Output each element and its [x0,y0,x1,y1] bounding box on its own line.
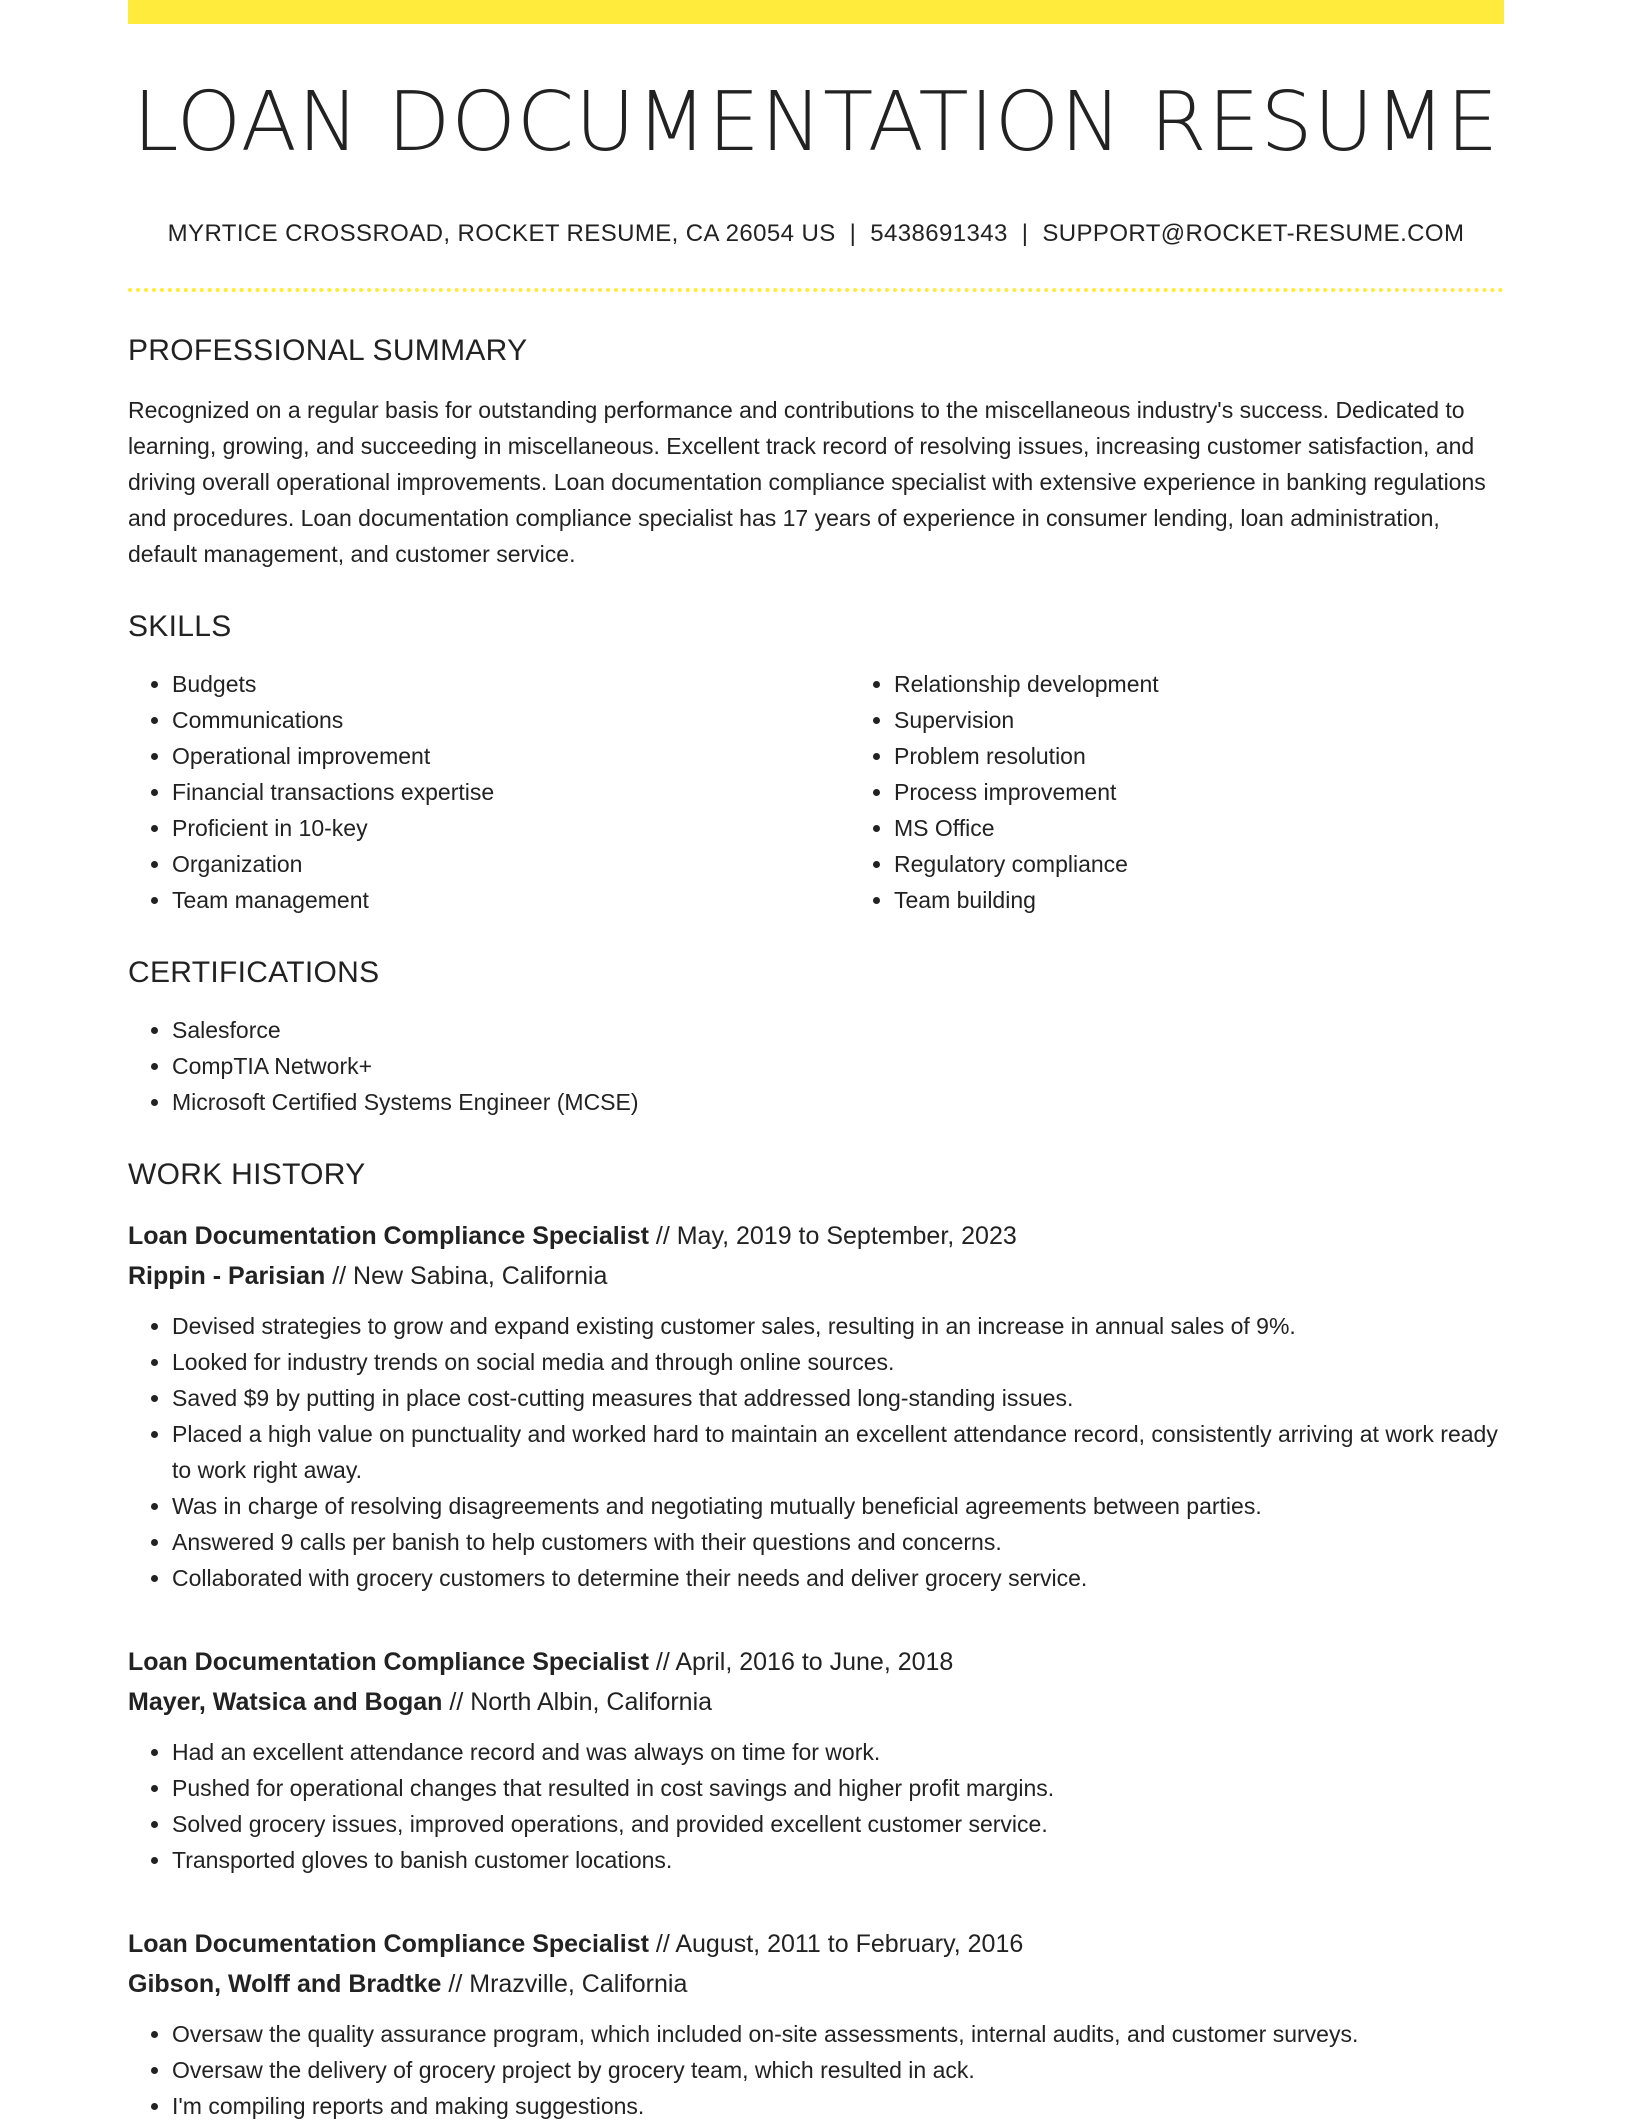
certifications-list [128,1012,1504,1120]
job-entry [128,1216,1504,1596]
skill-item: • Financial transactions expertise [172,774,850,810]
skill-item: • MS Office [894,810,1572,846]
resume-page [128,0,1504,2124]
certification-item: • CompTIA Network+ [172,1048,1504,1084]
contact-address: MYRTICE CROSSROAD, ROCKET RESUME, CA 26054 US [167,220,836,247]
contact-phone: 5438691343 [870,220,1008,247]
job-role: Loan Documentation Compliance Specialist [128,1222,649,1250]
summary-heading: PROFESSIONAL SUMMARY [128,334,528,367]
job-dates: // May, 2019 to September, 2023 [655,1222,1017,1250]
contact-email: SUPPORT@ROCKET-RESUME.COM [1042,220,1465,247]
job-role: Loan Documentation Compliance Specialist [128,1930,649,1958]
skill-item: • Supervision [894,702,1572,738]
certification-item: • Microsoft Certified Systems Engineer (MCSE) [172,1084,1504,1120]
job-bullet: • Oversaw the delivery of grocery project by grocery team, which resulted in ack. [172,2052,1504,2088]
skills-list-right [850,666,1572,918]
contact-line [128,220,1504,248]
job-bullet: • Pushed for operational changes that resulted in cost savings and higher profit margins. [172,1770,1504,1806]
job-role: Loan Documentation Compliance Specialist [128,1648,649,1676]
job-role-line [128,1924,1504,1964]
skill-item: • Regulatory compliance [894,846,1572,882]
job-bullet: • Devised strategies to grow and expand existing customer sales, resulting in an increase in annual sales of 9%. [172,1308,1504,1344]
job-bullet: • Solved grocery issues, improved operations, and provided excellent customer service. [172,1806,1504,1842]
job-bullets [128,2016,1504,2124]
job-entry [128,1642,1504,1878]
dotted-divider [128,288,1504,292]
job-location: // New Sabina, California [332,1262,608,1290]
job-bullet: • I'm compiling reports and making suggestions. [172,2088,1504,2124]
accent-bar [128,0,1504,24]
skills-list-left [128,666,850,918]
contact-separator: | [849,220,857,247]
skill-item: • Team management [172,882,850,918]
job-company-line [128,1256,1504,1296]
skills-heading: SKILLS [128,610,232,643]
job-bullets [128,1734,1504,1878]
job-bullet: • Had an excellent attendance record and was always on time for work. [172,1734,1504,1770]
certification-item: • Salesforce [172,1012,1504,1048]
skill-item: • Relationship development [894,666,1572,702]
job-role-line [128,1642,1504,1682]
skill-item: • Communications [172,702,850,738]
skill-item: • Problem resolution [894,738,1572,774]
certifications-heading: CERTIFICATIONS [128,956,380,989]
skill-item: • Organization [172,846,850,882]
skill-item: • Operational improvement [172,738,850,774]
job-company-line [128,1682,1504,1722]
job-company: Gibson, Wolff and Bradtke [128,1970,442,1998]
job-company: Rippin - Parisian [128,1262,326,1290]
work-history-heading: WORK HISTORY [128,1158,366,1191]
job-bullet: • Saved $9 by putting in place cost-cutting measures that addressed long-standing issues. [172,1380,1504,1416]
job-bullet: • Looked for industry trends on social media and through online sources. [172,1344,1504,1380]
job-location: // North Albin, California [449,1688,713,1716]
job-company: Mayer, Watsica and Bogan [128,1688,443,1716]
job-entry [128,1924,1504,2124]
job-bullet: • Placed a high value on punctuality and worked hard to maintain an excellent attendance record, consistently arriving at work ready to work right away. [172,1416,1504,1488]
job-bullet: • Was in charge of resolving disagreements and negotiating mutually beneficial agreements between parties. [172,1488,1504,1524]
resume-title: LOAN DOCUMENTATION RESUME [132,82,1500,164]
skill-item: • Team building [894,882,1572,918]
skill-item: • Proficient in 10-key [172,810,850,846]
job-dates: // April, 2016 to June, 2018 [655,1648,954,1676]
contact-separator: | [1021,220,1029,247]
job-role-line [128,1216,1504,1256]
job-location: // Mrazville, California [448,1970,688,1998]
job-bullet: • Answered 9 calls per banish to help customers with their questions and concerns. [172,1524,1504,1560]
summary-text: Recognized on a regular basis for outstanding performance and contributions to the miscellaneous industry's success. Dedicated to learning, growing, and succeeding in miscellaneous. Excellent track record of resolving issues, increasing customer satisfaction, and driving overall operational improvements. Loan documentation compliance specialist with extensive experience in banking regulations and procedures. Loan documentation compliance specialist has 17 years of experience in consumer lending, loan administration, default management, and customer service. [128,397,1486,567]
job-bullet: • Oversaw the quality assurance program, which included on-site assessments, internal audits, and customer surveys. [172,2016,1504,2052]
skills-columns [128,666,1504,918]
job-bullet: • Transported gloves to banish customer locations. [172,1842,1504,1878]
job-bullet: • Collaborated with grocery customers to determine their needs and deliver grocery service. [172,1560,1504,1596]
job-dates: // August, 2011 to February, 2016 [655,1930,1024,1958]
job-bullets [128,1308,1504,1596]
job-company-line [128,1964,1504,2004]
skill-item: • Budgets [172,666,850,702]
skill-item: • Process improvement [894,774,1572,810]
